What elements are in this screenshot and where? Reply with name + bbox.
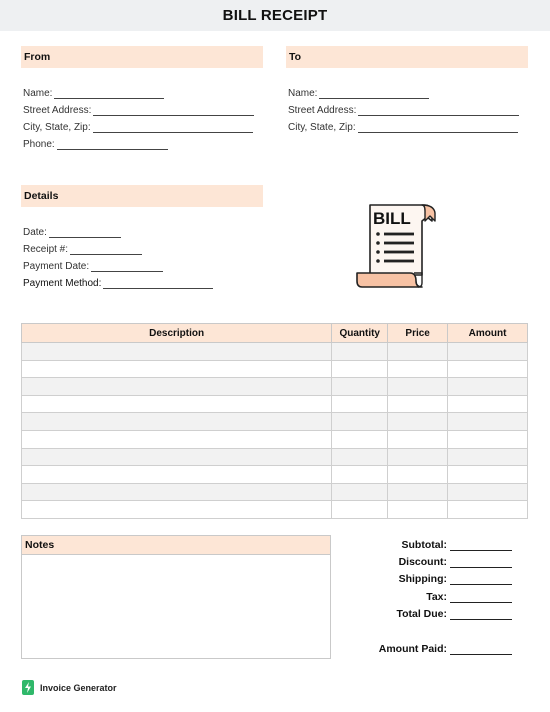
cell-description[interactable]	[22, 378, 332, 396]
footer	[22, 680, 117, 695]
cell-description[interactable]	[22, 466, 332, 484]
cell-amount[interactable]	[448, 501, 528, 519]
total-due-line[interactable]	[450, 610, 512, 620]
footer-brand[interactable]: Invoice Generator	[40, 682, 117, 693]
cell-quantity[interactable]	[332, 360, 388, 378]
from-city-line[interactable]	[93, 124, 253, 133]
cell-description[interactable]	[22, 360, 332, 378]
cell-quantity[interactable]	[332, 501, 388, 519]
cell-amount[interactable]	[448, 360, 528, 378]
cell-description[interactable]	[22, 448, 332, 466]
total-due-row[interactable]	[360, 608, 512, 620]
payment-date-line[interactable]	[91, 263, 163, 272]
table-row	[22, 501, 528, 519]
from-street-field[interactable]	[23, 105, 254, 116]
amount-paid-line[interactable]	[450, 645, 512, 655]
subtotal-line[interactable]	[450, 541, 512, 551]
cell-amount[interactable]	[448, 378, 528, 396]
from-city-field[interactable]	[23, 122, 253, 133]
items-table	[21, 323, 528, 519]
to-city-line[interactable]	[358, 124, 518, 133]
table-row	[22, 413, 528, 431]
to-street-label: Street Address:	[288, 105, 357, 116]
cell-quantity[interactable]	[332, 395, 388, 413]
table-row	[22, 378, 528, 396]
from-name-line[interactable]	[54, 90, 164, 99]
column-price: Price	[388, 324, 448, 343]
from-name-label: Name:	[23, 88, 53, 99]
title-bar	[0, 0, 550, 31]
to-name-field[interactable]	[288, 88, 429, 99]
from-header: From	[21, 46, 263, 68]
cell-quantity[interactable]	[332, 466, 388, 484]
receipt-number-field[interactable]	[23, 244, 142, 255]
subtotal-row[interactable]	[360, 539, 512, 551]
notes-header: Notes	[21, 535, 331, 554]
cell-amount[interactable]	[448, 395, 528, 413]
table-row	[22, 360, 528, 378]
to-street-line[interactable]	[358, 107, 519, 116]
to-city-field[interactable]	[288, 122, 518, 133]
to-header: To	[286, 46, 528, 68]
date-line[interactable]	[49, 229, 121, 238]
items-table-body	[22, 343, 528, 519]
to-city-label: City, State, Zip:	[288, 122, 356, 133]
cell-description[interactable]	[22, 395, 332, 413]
discount-line[interactable]	[450, 558, 512, 568]
cell-amount[interactable]	[448, 343, 528, 361]
tax-line[interactable]	[450, 593, 512, 603]
cell-price[interactable]	[388, 360, 448, 378]
payment-method-line[interactable]	[103, 280, 213, 289]
discount-label: Discount:	[398, 556, 447, 568]
receipt-number-line[interactable]	[70, 246, 142, 255]
cell-price[interactable]	[388, 395, 448, 413]
from-phone-label: Phone:	[23, 139, 55, 150]
table-row	[22, 395, 528, 413]
cell-price[interactable]	[388, 430, 448, 448]
cell-price[interactable]	[388, 448, 448, 466]
bill-icon-text: BILL	[373, 209, 411, 228]
discount-row[interactable]	[360, 556, 512, 568]
cell-price[interactable]	[388, 378, 448, 396]
table-row	[22, 343, 528, 361]
to-name-line[interactable]	[319, 90, 429, 99]
to-street-field[interactable]	[288, 105, 519, 116]
payment-date-label: Payment Date:	[23, 261, 90, 272]
cell-quantity[interactable]	[332, 430, 388, 448]
shipping-line[interactable]	[450, 575, 512, 585]
amount-paid-row[interactable]	[360, 643, 512, 655]
table-row	[22, 448, 528, 466]
total-due-label: Total Due:	[396, 608, 447, 620]
shipping-label: Shipping:	[398, 573, 447, 585]
cell-quantity[interactable]	[332, 343, 388, 361]
column-description: Description	[22, 324, 332, 343]
cell-quantity[interactable]	[332, 448, 388, 466]
subtotal-label: Subtotal:	[401, 539, 447, 551]
table-row	[22, 466, 528, 484]
payment-method-label: Payment Method:	[23, 278, 102, 289]
cell-amount[interactable]	[448, 483, 528, 501]
cell-description[interactable]	[22, 430, 332, 448]
cell-amount[interactable]	[448, 448, 528, 466]
receipt-number-label: Receipt #:	[23, 244, 69, 255]
from-phone-line[interactable]	[57, 141, 168, 150]
page-title: BILL RECEIPT	[222, 7, 328, 24]
details-header: Details	[21, 185, 263, 207]
cell-price[interactable]	[388, 483, 448, 501]
cell-quantity[interactable]	[332, 413, 388, 431]
cell-description[interactable]	[22, 413, 332, 431]
from-city-label: City, State, Zip:	[23, 122, 91, 133]
tax-label: Tax:	[426, 591, 447, 603]
cell-quantity[interactable]	[332, 378, 388, 396]
cell-price[interactable]	[388, 413, 448, 431]
cell-description[interactable]	[22, 501, 332, 519]
from-street-label: Street Address:	[23, 105, 92, 116]
payment-date-field[interactable]	[23, 261, 163, 272]
to-name-label: Name:	[288, 88, 318, 99]
date-label: Date:	[23, 227, 47, 238]
cell-description[interactable]	[22, 483, 332, 501]
cell-price[interactable]	[388, 501, 448, 519]
cell-quantity[interactable]	[332, 483, 388, 501]
cell-amount[interactable]	[448, 466, 528, 484]
shipping-row[interactable]	[360, 573, 512, 585]
tax-row[interactable]	[360, 591, 512, 603]
cell-amount[interactable]	[448, 413, 528, 431]
cell-price[interactable]	[388, 466, 448, 484]
date-field[interactable]	[23, 227, 121, 238]
notes-area[interactable]	[21, 554, 331, 659]
payment-method-field[interactable]	[23, 278, 213, 289]
cell-description[interactable]	[22, 343, 332, 361]
from-name-field[interactable]	[23, 88, 164, 99]
from-phone-field[interactable]	[23, 139, 168, 150]
table-row	[22, 483, 528, 501]
invoice-generator-logo-icon	[22, 680, 34, 695]
table-row	[22, 430, 528, 448]
bill-scroll-icon	[354, 201, 440, 289]
column-quantity: Quantity	[332, 324, 388, 343]
cell-amount[interactable]	[448, 430, 528, 448]
from-street-line[interactable]	[93, 107, 254, 116]
column-amount: Amount	[448, 324, 528, 343]
amount-paid-label: Amount Paid:	[378, 643, 447, 655]
cell-price[interactable]	[388, 343, 448, 361]
